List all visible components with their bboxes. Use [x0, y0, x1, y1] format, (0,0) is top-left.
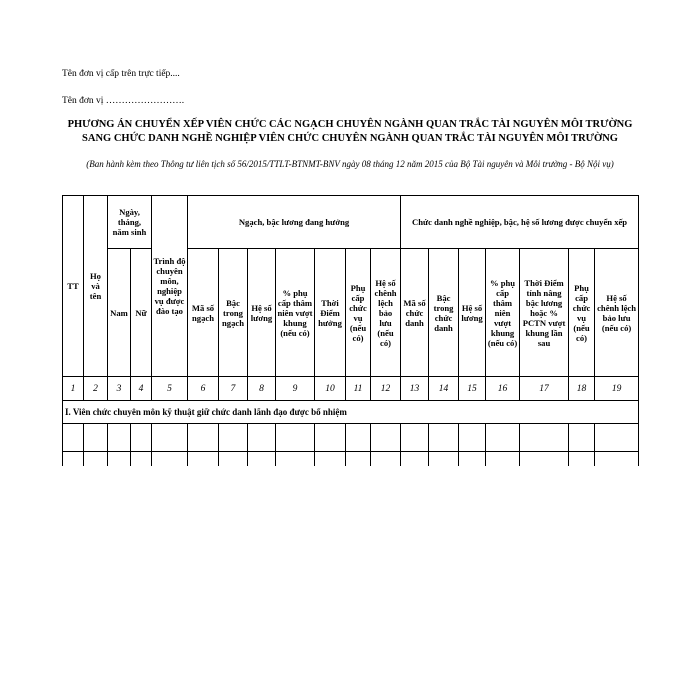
table-cell	[276, 452, 315, 467]
header-education: Trình độ chuyên môn, nghiệp vụ được đào tạo	[152, 196, 188, 377]
column-number: 4	[131, 377, 152, 401]
column-number: 9	[276, 377, 315, 401]
table-cell	[63, 452, 84, 467]
header-position-allowance: Phụ cấp chức vụ (nếu có)	[346, 249, 371, 377]
header-tt: TT	[63, 196, 84, 377]
header-coefficient: Hệ số lương	[248, 249, 276, 377]
table-cell	[315, 452, 346, 467]
column-number: 19	[595, 377, 639, 401]
table-cell	[595, 424, 639, 452]
table-cell	[569, 424, 595, 452]
table-cell	[63, 424, 84, 452]
column-number: 14	[429, 377, 459, 401]
header-grade-in-rank: Bậc trong ngạch	[219, 249, 248, 377]
header-current-group: Ngạch, bậc lương đang hưởng	[188, 196, 401, 249]
superior-unit-label: Tên đơn vị cấp trên trực tiếp....	[62, 69, 180, 79]
header-grade-in-title: Bậc trong chức danh	[429, 249, 459, 377]
table-cell	[188, 424, 219, 452]
header-male: Nam	[108, 249, 131, 377]
table-cell	[276, 424, 315, 452]
table-cell	[346, 452, 371, 467]
header-female: Nữ	[131, 249, 152, 377]
column-number: 11	[346, 377, 371, 401]
header-rank-code: Mã số ngạch	[188, 249, 219, 377]
column-number: 10	[315, 377, 346, 401]
table-cell	[315, 424, 346, 452]
section-title: I. Viên chức chuyên môn kỹ thuật giữ chức danh lãnh đạo được bổ nhiệm	[63, 401, 639, 424]
table-row	[63, 452, 639, 467]
header-name: Họ và tên	[84, 196, 108, 377]
table-cell	[248, 452, 276, 467]
table-cell	[520, 424, 569, 452]
table-cell	[429, 452, 459, 467]
title-line-1: PHƯƠNG ÁN CHUYỂN XẾP VIÊN CHỨC CÁC NGẠCH CHUYÊN NGÀNH QUAN TRẮC TÀI NGUYÊN MÔI TRƯỜNG	[67, 119, 633, 130]
table-cell	[188, 452, 219, 467]
document-subtitle: (Ban hành kèm theo Thông tư liên tịch số 56/2015/TTLT-BTNMT-BNV ngày 08 tháng 12 năm 2015 của Bộ Tài nguyên và Môi trường - Bộ Nội vụ)	[86, 159, 614, 169]
table-cell	[84, 424, 108, 452]
table-cell	[131, 452, 152, 467]
header-diff-coefficient-2: Hệ số chênh lệch bảo lưu (nếu có)	[595, 249, 639, 377]
table-cell	[219, 424, 248, 452]
header-raise-time: Thời Điểm tính nâng bậc lương hoặc % PCTN vượt khung lần sau	[520, 249, 569, 377]
table-cell	[131, 424, 152, 452]
column-number: 15	[459, 377, 486, 401]
table-cell	[108, 452, 131, 467]
column-number: 1	[63, 377, 84, 401]
table-cell	[486, 452, 520, 467]
header-birth: Ngày, tháng, năm sinh	[108, 196, 152, 249]
column-number: 2	[84, 377, 108, 401]
header-diff-coefficient: Hệ số chênh lệch bảo lưu (nếu có)	[371, 249, 401, 377]
transfer-table	[62, 195, 639, 466]
document-title	[50, 118, 650, 146]
header-new-group: Chức danh nghề nghiệp, bậc, hệ số lương được chuyển xếp	[401, 196, 639, 249]
column-number: 5	[152, 377, 188, 401]
table-cell	[152, 424, 188, 452]
table-cell	[152, 452, 188, 467]
column-number: 3	[108, 377, 131, 401]
header-coefficient-2: Hệ số lương	[459, 249, 486, 377]
header-row-2	[63, 249, 639, 377]
header-title-code: Mã số chức danh	[401, 249, 429, 377]
table-cell	[569, 452, 595, 467]
unit-label: Tên đơn vị …………………….	[62, 96, 185, 106]
column-number: 7	[219, 377, 248, 401]
table-cell	[486, 424, 520, 452]
title-line-2: SANG CHỨC DANH NGHỀ NGHIỆP VIÊN CHỨC CHUYÊN NGÀNH QUAN TRẮC TÀI NGUYÊN MÔI TRƯỜNG	[82, 133, 618, 144]
table-cell	[401, 424, 429, 452]
table-cell	[401, 452, 429, 467]
table-row	[63, 424, 639, 452]
column-number: 13	[401, 377, 429, 401]
header-seniority-pct-2: % phụ cấp thâm niên vượt khung (nếu có)	[486, 249, 520, 377]
table-cell	[459, 424, 486, 452]
column-number: 16	[486, 377, 520, 401]
section-row	[63, 401, 639, 424]
column-number: 12	[371, 377, 401, 401]
table-cell	[219, 452, 248, 467]
header-time-point: Thời Điểm hưởng	[315, 249, 346, 377]
header-row-1	[63, 196, 639, 249]
column-number: 6	[188, 377, 219, 401]
column-number: 8	[248, 377, 276, 401]
column-number-row	[63, 377, 639, 401]
table-cell	[595, 452, 639, 467]
table-cell	[248, 424, 276, 452]
table-cell	[84, 452, 108, 467]
table-cell	[108, 424, 131, 452]
header-seniority-pct: % phụ cấp thâm niên vượt khung (nếu có)	[276, 249, 315, 377]
table-cell	[429, 424, 459, 452]
column-number: 17	[520, 377, 569, 401]
table-cell	[346, 424, 371, 452]
header-position-allowance-2: Phụ cấp chức vụ (nếu có)	[569, 249, 595, 377]
column-number: 18	[569, 377, 595, 401]
table-cell	[459, 452, 486, 467]
table-cell	[371, 424, 401, 452]
table-cell	[371, 452, 401, 467]
table-cell	[520, 452, 569, 467]
